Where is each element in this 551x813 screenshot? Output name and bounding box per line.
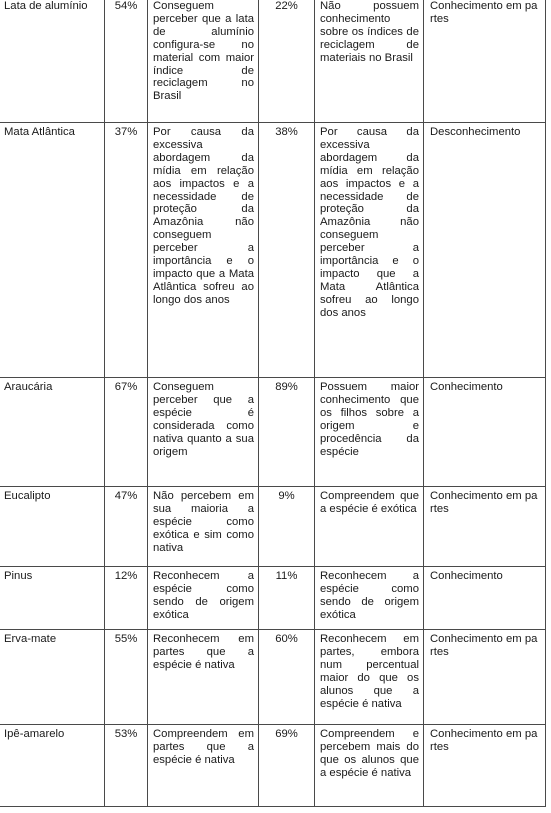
- parent-percent-cell: 89%: [259, 378, 315, 487]
- student-description-cell: Conseguem perceber que a espécie é considerada como nativa quanto a sua origem: [148, 378, 259, 487]
- student-percent-cell: 47%: [105, 487, 148, 567]
- student-percent-cell: 37%: [105, 123, 148, 378]
- student-percent-cell: 67%: [105, 378, 148, 487]
- parent-percent-cell: 22%: [259, 0, 315, 123]
- student-percent-cell: 54%: [105, 0, 148, 123]
- conclusion-cell: Conhecimento em partes: [424, 630, 546, 725]
- parent-description-cell: Compreendem e percebem mais do que os alunos que a espécie é nativa: [315, 725, 424, 807]
- parent-percent-cell: 69%: [259, 725, 315, 807]
- item-cell: Araucária: [0, 378, 105, 487]
- item-cell: Ipê-amarelo: [0, 725, 105, 807]
- item-cell: Lata de alumínio: [0, 0, 105, 123]
- student-description-cell: Por causa da excessiva abordagem da mídia em relação aos impactos e a necessidade de proteção da Amazônia não conseguem perceber a importância e o impacto que a Mata Atlântica sofreu ao longo dos anos: [148, 123, 259, 378]
- student-description-cell: Conseguem perceber que a lata de alumínio configura-se no material com maior índice de reciclagem no Brasil: [148, 0, 259, 123]
- table-row: [0, 123, 546, 378]
- table-row: [0, 487, 546, 567]
- student-percent-cell: 12%: [105, 567, 148, 630]
- parent-description-cell: Por causa da excessiva abordagem da mídia em relação aos impactos e a necessidade de proteção da Amazônia não conseguem perceber a importância e o impacto que a Mata Atlântica sofreu ao longo dos anos: [315, 123, 424, 378]
- student-percent-cell: 55%: [105, 630, 148, 725]
- student-description-cell: Não percebem em sua maioria a espécie como exótica e sim como nativa: [148, 487, 259, 567]
- parent-description-cell: Reconhecem em partes, embora num percentual maior do que os alunos que a espécie é nativa: [315, 630, 424, 725]
- parent-percent-cell: 11%: [259, 567, 315, 630]
- item-cell: Mata Atlântica: [0, 123, 105, 378]
- parent-percent-cell: 60%: [259, 630, 315, 725]
- conclusion-cell: Conhecimento em partes: [424, 725, 546, 807]
- student-description-cell: Reconhecem a espécie como sendo de origem exótica: [148, 567, 259, 630]
- student-description-cell: Reconhecem em partes que a espécie é nativa: [148, 630, 259, 725]
- parent-description-cell: Reconhecem a espécie como sendo de origem exótica: [315, 567, 424, 630]
- table-row: [0, 567, 546, 630]
- table-row: [0, 725, 546, 807]
- parent-description-cell: Não possuem conhecimento sobre os índices de reciclagem de materiais no Brasil: [315, 0, 424, 123]
- parent-percent-cell: 38%: [259, 123, 315, 378]
- item-cell: Erva-mate: [0, 630, 105, 725]
- item-cell: Eucalipto: [0, 487, 105, 567]
- item-cell: Pinus: [0, 567, 105, 630]
- table-row: [0, 0, 546, 123]
- conclusion-cell: Conhecimento em partes: [424, 487, 546, 567]
- student-percent-cell: 53%: [105, 725, 148, 807]
- conclusion-cell: Conhecimento em partes: [424, 0, 546, 123]
- table-row: [0, 378, 546, 487]
- parent-description-cell: Compreendem que a espécie é exótica: [315, 487, 424, 567]
- conclusion-cell: Conhecimento: [424, 378, 546, 487]
- table-row: [0, 630, 546, 725]
- conclusion-cell: Conhecimento: [424, 567, 546, 630]
- parent-description-cell: Possuem maior conhecimento que os filhos sobre a origem e procedência da espécie: [315, 378, 424, 487]
- conclusion-cell: Desconhecimento: [424, 123, 546, 378]
- parent-percent-cell: 9%: [259, 487, 315, 567]
- student-description-cell: Compreendem em partes que a espécie é nativa: [148, 725, 259, 807]
